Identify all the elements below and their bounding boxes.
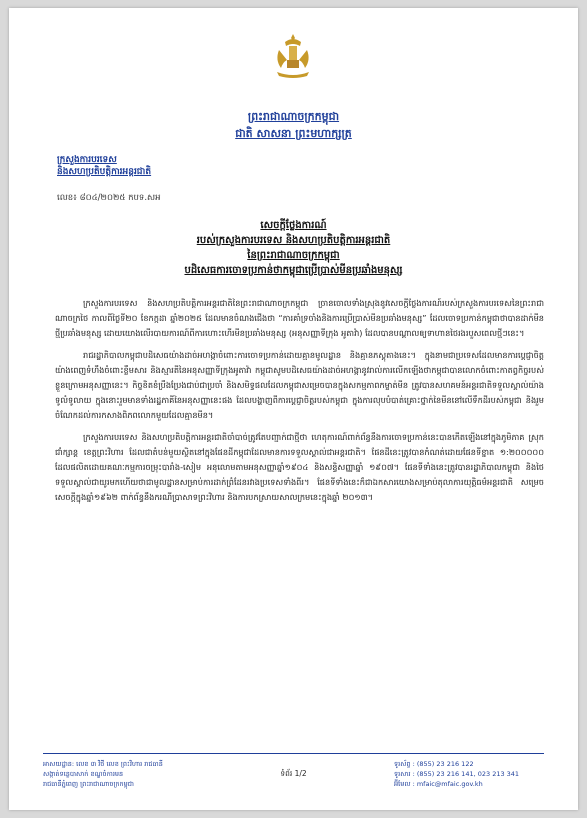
- paragraph-1: ក្រសួងការបរទេស និងសហប្រតិបត្តិការអន្តរជាតិនៃព្រះរាជាណាចក្រកម្ពុជា ច្រានចោលទាំងស្រុងនូវសេចក្តីថ្លែងការណ៍របស់ក្រសួងការបរទេសនៃព្រះរាជាណាចក្រថៃ កាលពីថ្ងៃទី២០ ខែកក្កដា ឆ្នាំ២០២៥ ដែលមានចំណងជើងថា “ការគាំទ្រចាំងនិងការប្រើប្រាស់មីនប្រឆាំងមនុស្ស” ដែលចោទប្រកាន់កម្ពុជាថាបានដាក់មីនថ្មីប្រឆាំងមនុស្ស ដោយយោងលើរបាយការណ៍ពីការហោះហើរមីនប្រឆាំងមនុស្ស (អនុសញ្ញាទីក្រុង អូតាវ៉ា) ដែលបានបណ្តាលឲ្យទាហានថៃរងរបួសពេលថ្មីៗនេះ។: [55, 298, 544, 338]
- email-line: អ៊ីមែល : mfaic@mfaic.gov.kh: [394, 780, 483, 788]
- royal-arms-emblem-icon: [269, 32, 317, 80]
- page-number: ទំព័រ 1/2: [280, 769, 307, 778]
- kingdom-heading: [9, 108, 578, 142]
- paragraph-2: រាជរដ្ឋាភិបាលកម្ពុជាបដិសេធយ៉ាងដាច់អហង្កាចំពោះការចោទប្រកាន់ដោយគ្មានមូលដ្ឋាន និងគ្មានភស្តុតាងនេះ។ ក្នុងនាមជាប្រទេសដែលមានការប្តេជ្ញាចិត្តយ៉ាងពេញទំហឹងចំពោះខ្លឹមសារ និងស្មារតីនៃអនុសញ្ញាទីក្រុងអូតាវ៉ា កម្ពុជាសូមបដិសេធយ៉ាងដាច់អហង្កានូវរាល់ការលើកឡើងថាកម្ពុជាបានលោកចំពោះកាតព្វកិច្ចរបស់ខ្លួនក្រោមអនុសញ្ញានេះ។ កិច្ចខិតខំប្រឹងប្រែងជាប់ជាប្រចាំ និងសមិទ្ធផលដែលកម្ពុជាសម្រេចបានក្នុងសកម្មភាពកម្ចាត់មីន ត្រូវបានសហគមន៍អន្តរជាតិទទួលស្គាល់យ៉ាងទូលំទូលាយ ក្នុងនោះរួមមានទាំងរដ្ឋភាគីនៃអនុសញ្ញានេះផង ដែលបង្ហាញពីការប្តេជ្ញាចិត្តរបស់កម្ពុជា ក្នុងការលុបបំបាត់គ្រោះថ្នាក់នៃមីននៅលើទឹកដីរបស់កម្ពុជា និងរួមចំណែកដល់ការកសាងពិភពលោកមួយដែលគ្មានមីន។: [55, 350, 544, 420]
- statement-body: [55, 296, 544, 512]
- address-line-2: សង្កាត់ទន្លេបាសាក់ ខណ្ឌចំការមន: [43, 770, 124, 778]
- reference-number: លេខ៖ ៨០៤/២០២៥ កបទ.សអ: [57, 193, 161, 203]
- national-motto: ជាតិ សាសនា ព្រះមហាក្សត្រ: [235, 127, 352, 140]
- statement-title: [9, 218, 578, 278]
- ministry-heading: [57, 154, 151, 178]
- title-line-2: របស់ក្រសួងការបរទេស និងសហប្រតិបត្តិការអន្តរជាតិ: [196, 235, 391, 246]
- title-line-1: សេចក្តីថ្លែងការណ៍: [260, 220, 327, 231]
- title-line-3: នៃព្រះរាជាណាចក្រកម្ពុជា: [247, 250, 340, 261]
- footer-divider: [43, 753, 544, 754]
- footer-contact: [394, 759, 544, 789]
- ministry-line-2: និងសហប្រតិបត្តិការអន្តរជាតិ: [57, 167, 152, 177]
- phone-line: ទូរស័ព្ទ : (855) 23 216 122: [394, 760, 474, 768]
- fax-line: ទូរសារ : (855) 23 216 141, 023 213 341: [394, 770, 520, 778]
- title-line-4: បដិសេធការចោទប្រកាន់ថាកម្ពុជាប្រើប្រាស់មីនប្រឆាំងមនុស្ស: [184, 265, 403, 276]
- address-line-1: អាសយដ្ឋាន: លេខ ៣ វិថី លេខ ព្រះវិហារ រាជធានី: [43, 760, 163, 768]
- ministry-line-1: ក្រសួងការបរទេស: [57, 155, 117, 165]
- paragraph-3: ក្រសួងការបរទេស និងសហប្រតិបត្តិការអន្តរជាតិចាំបាច់ត្រូវតែបញ្ជាក់ជាថ្មីថា ហេតុការណ៍ពាក់ព័ន្ធនឹងការចោទប្រកាន់នេះបានកើតឡើងនៅក្នុងភូមិភាគ ស្រុកជាំក្សាន្ត ខេត្តព្រះវិហារ ដែលជាតំបន់មួយស្ថិតនៅក្នុងផែនដីកម្ពុជាដែលមានការទទួលស្គាល់ជាអន្តរជាតិ។ ផែនដីនេះត្រូវបានកំណត់ដោយផែនទីខ្នាត ១:២០០០០០ ដែលផលិតដោយគណៈកម្មការចម្រុះបារាំង-សៀម អនុលោមតាមអនុសញ្ញាឆ្នាំ១៩០៤ និងសន្ធិសញ្ញាឆ្នាំ ១៩០៧។ ផែនទីទាំងនេះត្រូវបានរដ្ឋាភិបាលកម្ពុជា និងថៃទទួលស្គាល់ជាយូរមកហើយថាជាមូលដ្ឋានសម្រាប់ការដាក់ព្រំដែនរវាងប្រទេសទាំងពីរ។ ផែនទីទាំងនេះក៏ជាឯកសារយោងសម្រាប់តុលាការយុត្តិធម៌អន្តរជាតិ សម្រេចសេចក្តីក្នុងឆ្នាំ១៩៦២ ពាក់ព័ន្ធនឹងករណីប្រាសាទព្រះវិហារ និងការបកស្រាយសាលក្រមនេះក្នុងឆ្នាំ ២០១៣។: [55, 432, 544, 502]
- document-page: [9, 8, 578, 810]
- kingdom-name: ព្រះរាជាណាចក្រកម្ពុជា: [247, 110, 340, 123]
- address-line-3: រាជធានីភ្នំពេញ ព្រះរាជាណាចក្រកម្ពុជា: [43, 780, 134, 788]
